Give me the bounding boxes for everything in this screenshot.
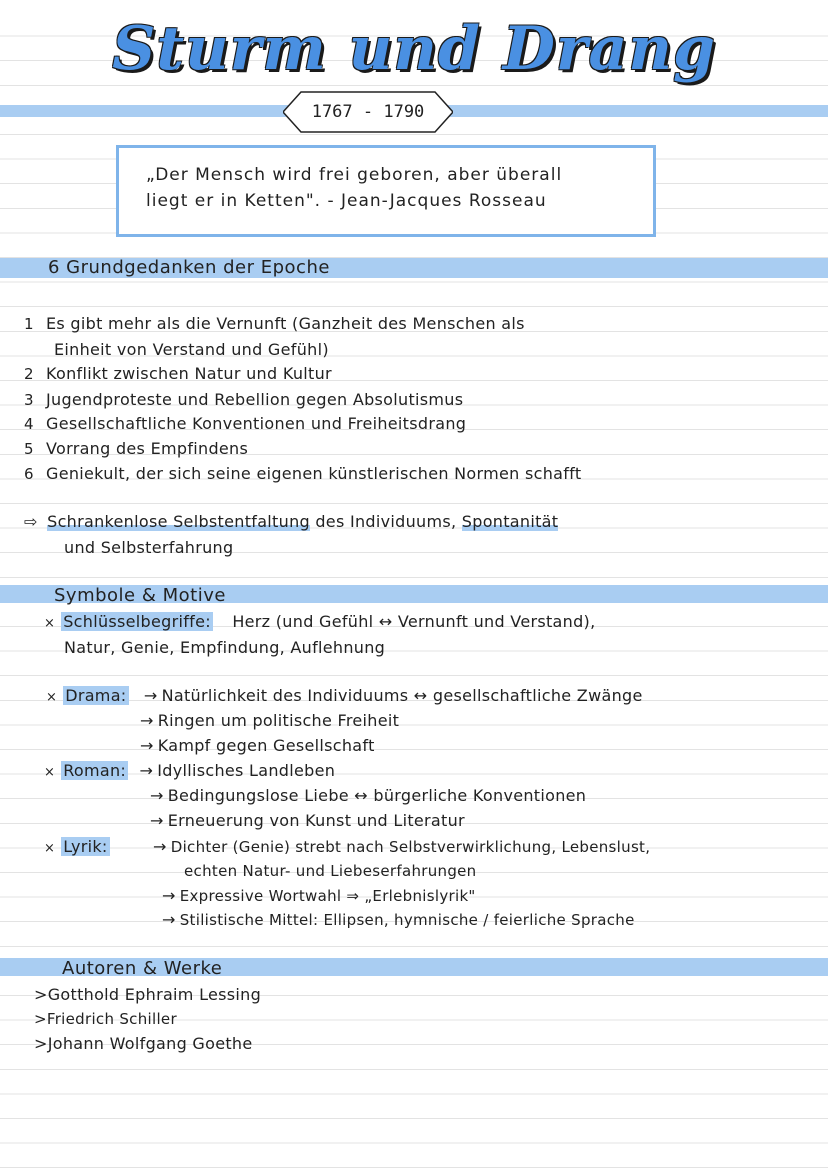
arrow-icon: → xyxy=(140,711,154,730)
roman-item: Bedingungslose Liebe ↔ bürgerliche Konventionen xyxy=(167,786,587,805)
idea-item-1-cont: Einheit von Verstand und Gefühl) xyxy=(54,340,329,359)
quote-line-2: liegt er in Ketten". - Jean-Jacques Rosseau xyxy=(146,191,547,211)
section-heading-authors: Autoren & Werke xyxy=(62,958,223,979)
idea-text: Es gibt mehr als die Vernunft (Ganzheit des Menschen als xyxy=(46,314,525,333)
arrow-icon: → xyxy=(139,761,154,780)
conclusion-line-2: und Selbsterfahrung xyxy=(64,538,234,557)
highlight-spontanitaet: Spontanität xyxy=(461,512,559,531)
key-terms-label: Schlüsselbegriffe: xyxy=(63,612,211,631)
arrow-icon: → xyxy=(150,786,164,805)
arrow-icon: → xyxy=(150,811,164,830)
lyrik-item: Stilistische Mittel: Ellipsen, hymnische / feierliche Sprache xyxy=(179,911,635,929)
cross-bullet-icon: × xyxy=(44,765,56,780)
lyrik-item: Dichter (Genie) strebt nach Selbstverwirklichung, Lebenslust, xyxy=(170,838,651,856)
idea-number: 1 xyxy=(24,315,34,333)
idea-text: Gesellschaftliche Konventionen und Freiheitsdrang xyxy=(46,414,467,433)
roman-line-1 xyxy=(44,761,335,780)
idea-text: Konflikt zwischen Natur und Kultur xyxy=(46,364,332,383)
section-heading-ideas: 6 Grundgedanken der Epoche xyxy=(48,257,330,278)
lyrik-line-1 xyxy=(44,837,650,856)
idea-item-1 xyxy=(24,314,525,333)
idea-item-4 xyxy=(24,414,466,433)
idea-item-2 xyxy=(24,364,332,383)
period-label: 1767 - 1790 xyxy=(311,102,425,122)
key-terms-text: Herz (und Gefühl ↔ Vernunft und Verstand), xyxy=(232,612,596,631)
drama-label: Drama: xyxy=(65,686,127,705)
idea-text: Jugendproteste und Rebellion gegen Absolutismus xyxy=(46,390,464,409)
conclusion-line-1 xyxy=(24,512,558,531)
quote-line-1: „Der Mensch wird frei geboren, aber überall xyxy=(146,165,563,185)
idea-item-5 xyxy=(24,439,248,458)
roman-line-2 xyxy=(150,786,586,805)
drama-item: Ringen um politische Freiheit xyxy=(157,711,400,730)
arrow-icon: → xyxy=(153,837,167,856)
arrow-icon: → xyxy=(143,686,158,705)
drama-line-1 xyxy=(46,686,643,705)
arrow-icon: → xyxy=(162,886,176,905)
idea-number: 3 xyxy=(24,391,34,409)
arrow-icon: → xyxy=(140,736,154,755)
author-item: >Friedrich Schiller xyxy=(34,1010,177,1028)
highlight-selbstentfaltung: Schrankenlose Selbstentfaltung xyxy=(47,512,310,531)
drama-line-2 xyxy=(140,711,399,730)
cross-bullet-icon: × xyxy=(44,616,56,631)
cross-bullet-icon: × xyxy=(44,841,56,856)
idea-number: 6 xyxy=(24,465,34,483)
author-item: >Gotthold Ephraim Lessing xyxy=(34,985,262,1004)
lyrik-line-3 xyxy=(162,910,635,929)
key-terms-line-1 xyxy=(44,612,595,631)
key-terms-line-2: Natur, Genie, Empfindung, Auflehnung xyxy=(64,638,386,657)
cross-bullet-icon: × xyxy=(46,690,58,705)
drama-line-3 xyxy=(140,736,375,755)
idea-number: 2 xyxy=(24,365,34,383)
arrow-icon: → xyxy=(162,910,176,929)
idea-number: 5 xyxy=(24,440,34,458)
roman-item: Erneuerung von Kunst und Literatur xyxy=(167,811,465,830)
roman-line-3 xyxy=(150,811,465,830)
roman-item: Idyllisches Landleben xyxy=(157,761,336,780)
idea-item-3 xyxy=(24,390,463,409)
roman-label: Roman: xyxy=(63,761,127,780)
right-arrow-icon: ⇨ xyxy=(24,512,38,531)
drama-item: Natürlichkeit des Individuums ↔ gesellschaftliche Zwänge xyxy=(161,686,643,705)
idea-text: Vorrang des Empfindens xyxy=(46,439,249,458)
idea-text: Geniekult, der sich seine eigenen künstlerischen Normen schafft xyxy=(46,464,582,483)
lyrik-label: Lyrik: xyxy=(63,837,108,856)
lyrik-item: Expressive Wortwahl ⇒ „Erlebnislyrik" xyxy=(179,887,476,905)
drama-item: Kampf gegen Gesellschaft xyxy=(157,736,375,755)
page-title: Sturm und Drang xyxy=(112,14,716,84)
section-heading-symbols: Symbole & Motive xyxy=(54,585,226,606)
conclusion-mid: des Individuums, xyxy=(309,512,462,531)
idea-item-6 xyxy=(24,464,581,483)
lyrik-line-1b: echten Natur- und Liebeserfahrungen xyxy=(184,862,477,880)
lyrik-line-2 xyxy=(162,886,476,905)
author-item: >Johann Wolfgang Goethe xyxy=(34,1034,253,1053)
idea-number: 4 xyxy=(24,415,34,433)
